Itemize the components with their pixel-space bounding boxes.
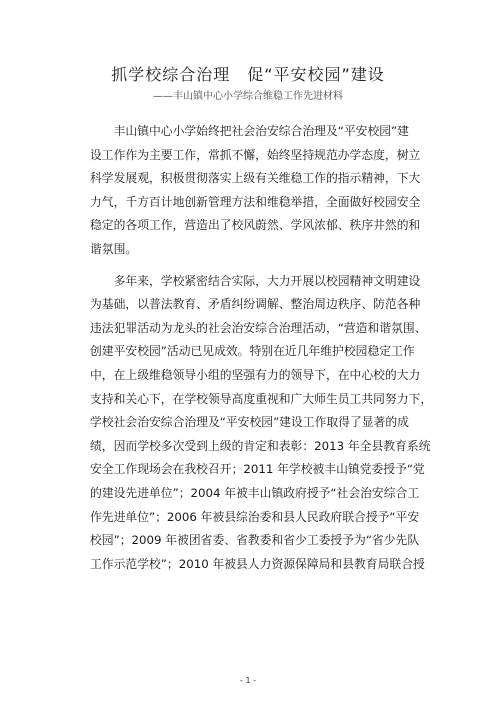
text-line: 设工作作为主要工作，常抓不懈，始终坚持规范办学态度，树立 — [90, 147, 421, 162]
text-line: 绩，因而学校多次受到上级的肯定和表彰：2013 年全县教育系统 — [90, 438, 431, 453]
text-line: 的建设先进单位”；2004 年被丰山镇政府授予“社会治安综合工 — [90, 485, 420, 500]
text-line: 违法犯罪活动为龙头的社会治安综合治理活动，“营造和谐氛围、 — [90, 320, 427, 335]
text-line: 工作示范学校”；2010 年被县人力资源保障局和县教育局联合授 — [90, 556, 425, 571]
text-line: 为基础，以普法教育、矛盾纠纷调解、整治周边秩序、防范各种 — [90, 297, 421, 312]
text-line: 稳定的各项工作，营造出了校风蔚然、学风浓郁、秩序井然的和 — [90, 218, 421, 233]
text-line: 谐氛围。 — [90, 241, 138, 256]
text-line: 多年来，学校紧密结合实际，大力开展以校园精神文明建设 — [90, 273, 421, 288]
text-line: 科学发展观，积极贯彻落实上级有关维稳工作的指示精神，下大 — [90, 171, 421, 186]
document-subtitle: ——丰山镇中心小学综合维稳工作先进材料 — [153, 91, 343, 102]
text-line: 支持和关心下，在学校领导高度重视和广大师生员工共同努力下， — [90, 391, 433, 406]
text-line: 力气，千方百计地创新管理方法和维稳举措，全面做好校园安全 — [90, 194, 421, 209]
text-line: 丰山镇中心小学始终把社会治安综合治理及“平安校园”建 — [90, 124, 409, 138]
text-line: 作先进单位”；2006 年被县综治委和县人民政府联合授予“平安 — [90, 509, 420, 524]
text-line: 安全工作现场会在我校召开；2011 年学校被丰山镇党委授予“党 — [90, 462, 425, 477]
document-body — [90, 120, 433, 576]
page-number: - 1 - — [240, 676, 256, 685]
text-line: 校园”；2009 年被团省委、省教委和省少工委授予为“省少先队 — [90, 533, 420, 548]
text-line: 创建平安校园”活动已见成效。特别在近几年维护校园稳定工作 — [90, 344, 415, 359]
document-title: 抓学校综合治理 促“平安校园”建设 — [111, 65, 385, 84]
text-line: 中，在上级维稳领导小组的坚强有力的领导下，在中心校的大力 — [90, 367, 421, 382]
text-line: 学校社会治安综合治理及“平安校园”建设工作取得了显著的成 — [90, 415, 409, 430]
paragraph-2 — [90, 270, 433, 577]
paragraph-1 — [90, 120, 428, 262]
